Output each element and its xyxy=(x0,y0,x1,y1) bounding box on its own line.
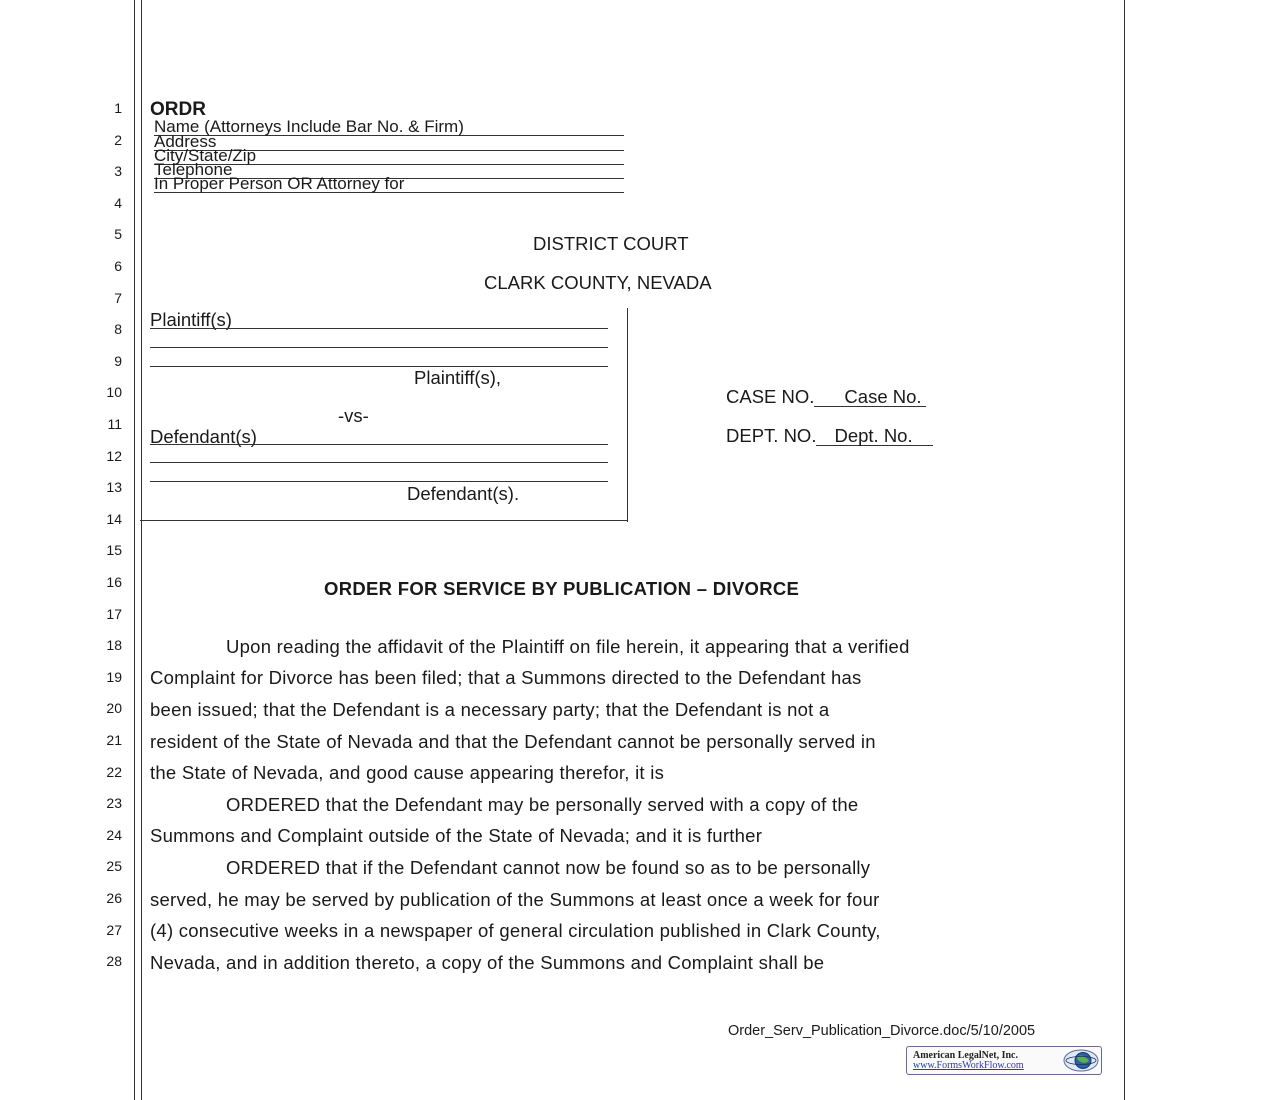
caption-divider-bottom xyxy=(140,520,628,521)
plaintiff-line-3 xyxy=(150,366,608,367)
attorney-name-line: Name (Attorneys Include Bar No. & Firm) xyxy=(154,120,624,136)
line-number: 27 xyxy=(106,921,122,938)
line-number: 14 xyxy=(106,510,122,527)
line-number: 3 xyxy=(114,163,122,180)
defendant-label: Defendant(s). xyxy=(407,483,520,504)
body-line: ORDERED that if the Defendant cannot now be found so as to be personally xyxy=(226,857,871,878)
line-number: 23 xyxy=(106,795,122,812)
line-number: 4 xyxy=(114,194,122,211)
logo-url[interactable]: www.FormsWorkFlow.com xyxy=(913,1060,1024,1071)
document-title: ORDER FOR SERVICE BY PUBLICATION – DIVORCE xyxy=(324,578,800,599)
body-line: resident of the State of Nevada and that the Defendant cannot be personally served in xyxy=(150,731,876,752)
line-number: 18 xyxy=(106,637,122,654)
plaintiff-name: Plaintiff(s) xyxy=(150,309,232,330)
line-number: 2 xyxy=(114,131,122,148)
case-number-label: CASE NO. xyxy=(726,386,815,407)
defendant-line-3 xyxy=(150,481,608,482)
body-line: been issued; that the Defendant is a necessary party; that the Defendant is not a xyxy=(150,699,830,720)
body-line: Summons and Complaint outside of the State of Nevada; and it is further xyxy=(150,825,763,846)
logo-company: American LegalNet, Inc. xyxy=(913,1050,1018,1061)
line-number: 22 xyxy=(106,763,122,780)
defendant-line-1 xyxy=(150,444,608,445)
document-code: ORDR xyxy=(150,99,206,120)
court-county: CLARK COUNTY, NEVADA xyxy=(484,272,712,293)
forms-workflow-logo[interactable] xyxy=(906,1046,1102,1075)
body-line: (4) consecutive weeks in a newspaper of general circulation published in Clark County, xyxy=(150,920,881,941)
line-number: 24 xyxy=(106,826,122,843)
plaintiff-line-2 xyxy=(150,347,608,348)
telephone-line: Telephone xyxy=(154,163,624,179)
line-number: 5 xyxy=(114,226,122,243)
line-number: 13 xyxy=(106,479,122,496)
line-number: 6 xyxy=(114,258,122,274)
defendant-line-2 xyxy=(150,462,608,463)
dept-number-value: Dept. No. xyxy=(816,427,932,446)
caption-divider-vertical xyxy=(627,308,628,522)
left-margin-rule-outer xyxy=(134,0,135,1100)
representation-line: In Proper Person OR Attorney for xyxy=(154,177,624,193)
line-number: 1 xyxy=(114,100,122,116)
line-number: 28 xyxy=(106,953,122,970)
line-number: 12 xyxy=(106,447,122,464)
line-number: 9 xyxy=(114,352,122,369)
line-number: 25 xyxy=(106,858,122,875)
address-line: Address xyxy=(154,135,624,151)
body-line: Complaint for Divorce has been filed; that a Summons directed to the Defendant has xyxy=(150,667,862,688)
line-number: 15 xyxy=(106,542,122,559)
body-line: Nevada, and in addition thereto, a copy of the Summons and Complaint shall be xyxy=(150,952,825,973)
line-number: 19 xyxy=(106,668,122,685)
body-line: Upon reading the affidavit of the Plaintiff on file herein, it appearing that a verified xyxy=(226,636,910,657)
defendant-name: Defendant(s) xyxy=(150,426,257,447)
footer-filename: Order_Serv_Publication_Divorce.doc/5/10/2005 xyxy=(728,1023,1036,1039)
line-number: 17 xyxy=(106,605,122,622)
line-number: 10 xyxy=(106,384,122,401)
case-number-value: Case No. xyxy=(814,388,925,407)
globe-icon xyxy=(1063,1049,1099,1072)
dept-number-field xyxy=(726,425,933,447)
line-number: 11 xyxy=(107,416,122,432)
right-margin-rule xyxy=(1124,0,1125,1100)
versus: -vs- xyxy=(338,405,369,426)
line-number: 8 xyxy=(114,321,122,338)
left-margin-rule-inner xyxy=(141,0,142,1100)
body-line: ORDERED that the Defendant may be personally served with a copy of the xyxy=(226,794,859,815)
plaintiff-line-1 xyxy=(150,328,608,329)
city-state-zip-line: City/State/Zip xyxy=(154,149,624,165)
body-line: the State of Nevada, and good cause appearing therefor, it is xyxy=(150,762,665,783)
plaintiff-label: Plaintiff(s), xyxy=(414,367,502,388)
line-number: 26 xyxy=(106,890,122,906)
dept-number-label: DEPT. NO. xyxy=(726,425,817,446)
court-name: DISTRICT COURT xyxy=(533,233,689,254)
line-number: 21 xyxy=(106,732,122,748)
case-number-field xyxy=(726,386,926,408)
line-number: 20 xyxy=(106,700,122,717)
line-number: 16 xyxy=(106,574,122,590)
line-number: 7 xyxy=(114,289,122,306)
body-line: served, he may be served by publication of the Summons at least once a week for four xyxy=(150,889,880,910)
